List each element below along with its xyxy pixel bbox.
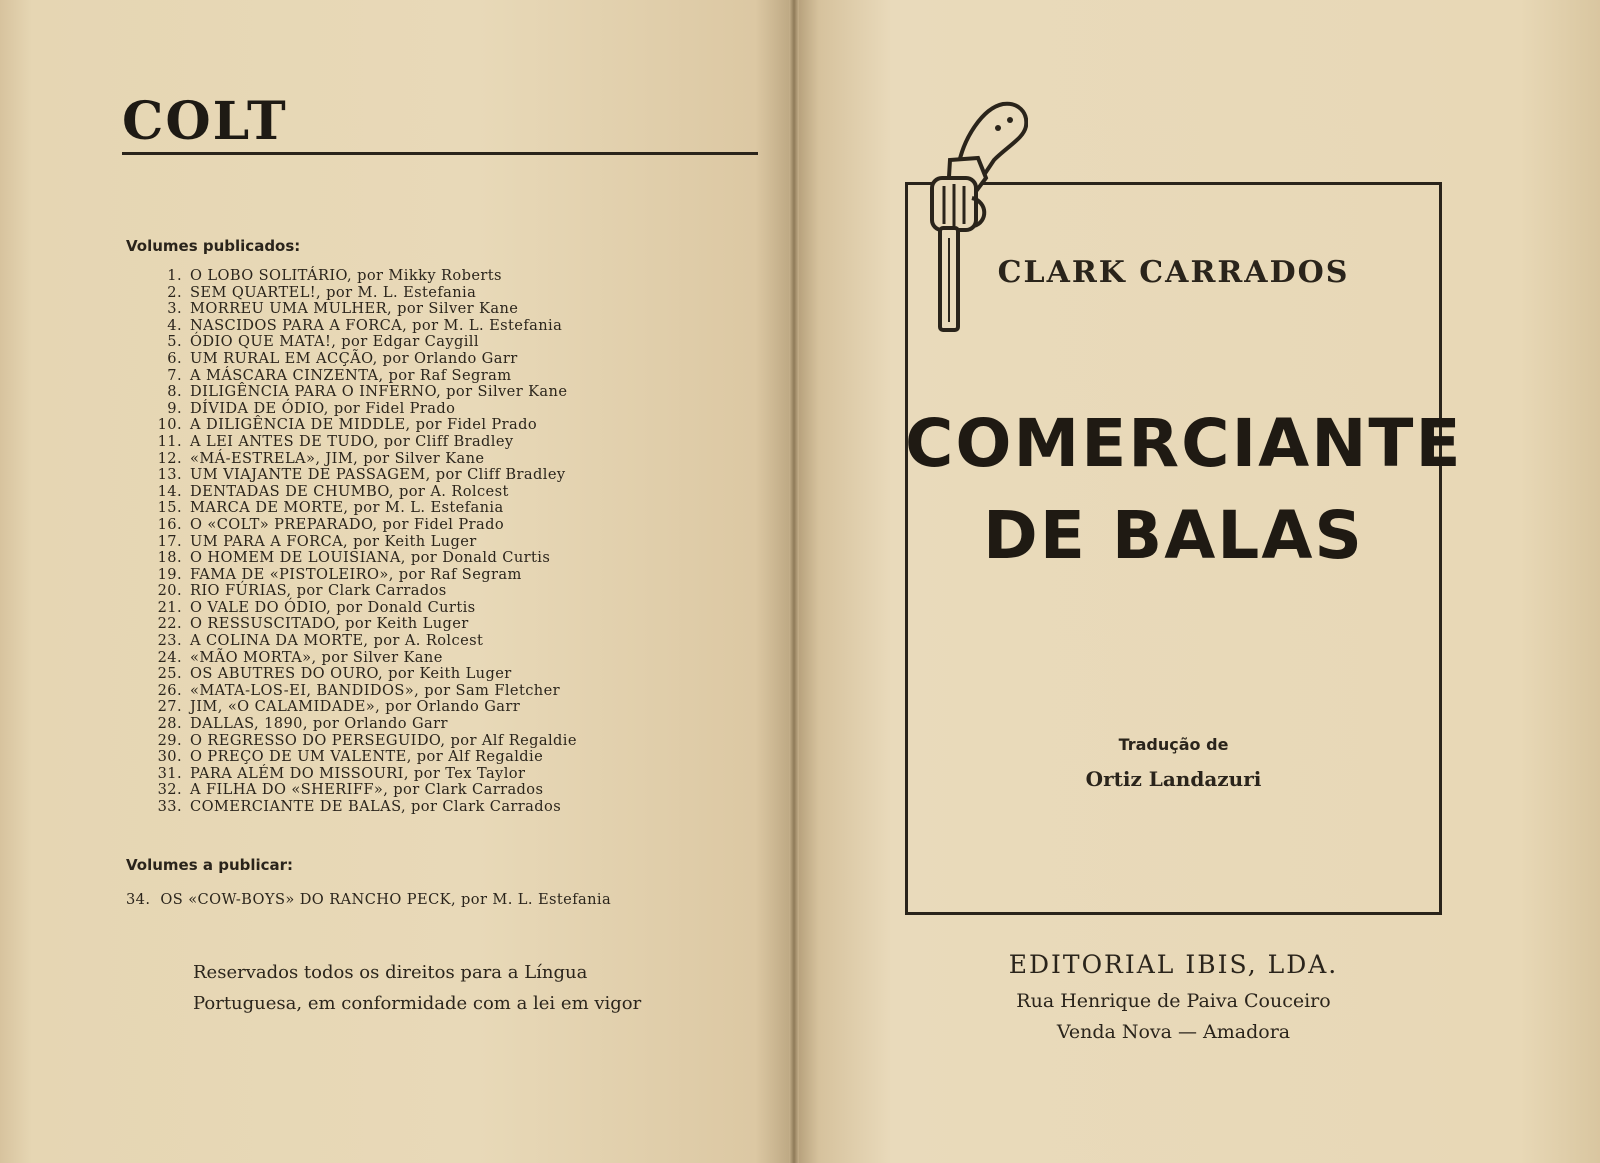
volume-title: UM RURAL EM ACÇÃO, por Orlando Garr <box>190 349 518 367</box>
volume-item <box>150 749 770 766</box>
copyright-line: Reservados todos os direitos para a Língua <box>193 962 588 983</box>
author-name: CLARK CARRADOS <box>997 255 1350 290</box>
volume-item <box>150 434 770 451</box>
volume-item <box>150 650 770 667</box>
volume-title: MARCA DE MORTE, por M. L. Estefania <box>190 499 504 517</box>
volume-number: 24. <box>157 648 182 666</box>
volume-item <box>150 616 770 633</box>
publisher-name: EDITORIAL IBIS, LDA. <box>1008 950 1339 979</box>
volume-number: 10. <box>157 416 182 434</box>
revolver-icon <box>928 98 1028 338</box>
copyright-line: Portuguesa, em conformidade com a lei em vigor <box>193 993 642 1014</box>
volume-title: A COLINA DA MORTE, por A. Rolcest <box>190 632 484 650</box>
volume-number: 31. <box>157 764 182 782</box>
volume-number: 12. <box>157 449 182 467</box>
volume-title: «MÃO MORTA», por Silver Kane <box>190 648 443 666</box>
volume-number: 29. <box>157 731 182 749</box>
volume-item <box>150 683 770 700</box>
book-gutter <box>789 0 799 1163</box>
volume-item <box>150 285 770 302</box>
volume-number: 7. <box>167 366 182 384</box>
volume-item <box>150 318 770 335</box>
volume-title: A LEI ANTES DE TUDO, por Cliff Bradley <box>190 432 514 450</box>
volume-title: «MATA-LOS-EI, BANDIDOS», por Sam Fletcher <box>190 681 560 699</box>
volume-number: 25. <box>157 665 182 683</box>
volume-title: O «COLT» PREPARADO, por Fidel Prado <box>190 515 505 533</box>
volume-item <box>150 666 770 683</box>
volume-number: 28. <box>157 715 182 733</box>
volume-item <box>150 401 770 418</box>
colt-logo: COLT <box>122 91 288 152</box>
volume-title: DALLAS, 1890, por Orlando Garr <box>190 715 448 733</box>
volume-item <box>150 351 770 368</box>
volume-title: UM VIAJANTE DE PASSAGEM, por Cliff Bradley <box>190 466 566 484</box>
volume-title: O LOBO SOLITÁRIO, por Mikky Roberts <box>190 267 502 284</box>
volume-number: 32. <box>157 781 182 799</box>
upcoming-volume-item <box>126 891 611 908</box>
volume-number: 8. <box>167 383 182 401</box>
publisher-address-line: Venda Nova — Amadora <box>1056 1021 1291 1043</box>
volume-title: COMERCIANTE DE BALAS, por Clark Carrados <box>190 798 562 815</box>
published-volumes-list <box>150 268 770 816</box>
volume-title: DILIGÊNCIA PARA O INFERNO, por Silver Kane <box>190 383 568 401</box>
volume-number: 1. <box>167 267 182 284</box>
volume-number: 5. <box>167 333 182 351</box>
volume-number: 17. <box>157 532 182 550</box>
volume-item <box>150 334 770 351</box>
volume-item <box>150 534 770 551</box>
volume-number: 6. <box>167 349 182 367</box>
volume-title: O PREÇO DE UM VALENTE, por Alf Regaldie <box>190 748 544 766</box>
volume-number: 22. <box>157 615 182 633</box>
volume-title: FAMA DE «PISTOLEIRO», por Raf Segram <box>190 565 522 583</box>
volume-title: RIO FÚRIAS, por Clark Carrados <box>190 582 447 600</box>
volume-item <box>150 301 770 318</box>
volume-item <box>150 268 770 285</box>
volume-title: A DILIGÊNCIA DE MIDDLE, por Fidel Prado <box>190 416 538 434</box>
volume-number: 26. <box>157 681 182 699</box>
upcoming-volumes-heading: Volumes a publicar: <box>126 856 294 874</box>
volume-number: 21. <box>157 598 182 616</box>
volume-number: 34. <box>126 891 151 908</box>
translation-label: Tradução de <box>1118 735 1229 754</box>
volume-item <box>150 517 770 534</box>
volume-item <box>150 699 770 716</box>
published-volumes-heading: Volumes publicados: <box>126 237 301 255</box>
volume-title: A MÁSCARA CINZENTA, por Raf Segram <box>190 366 512 384</box>
volume-number: 4. <box>167 316 182 334</box>
volume-item <box>150 567 770 584</box>
volume-title: JIM, «O CALAMIDADE», por Orlando Garr <box>190 698 521 716</box>
volume-number: 3. <box>167 300 182 318</box>
volume-title: MORREU UMA MULHER, por Silver Kane <box>190 300 519 318</box>
volume-item <box>150 384 770 401</box>
volume-title: UM PARA A FORCA, por Keith Luger <box>190 532 477 550</box>
volume-number: 20. <box>157 582 182 600</box>
volume-title: DÍVIDA DE ÓDIO, por Fidel Prado <box>190 399 456 417</box>
volume-number: 2. <box>167 283 182 301</box>
volume-title: PARA ALÉM DO MISSOURI, por Tex Taylor <box>190 764 526 782</box>
volume-title: NASCIDOS PARA A FORCA, por M. L. Estefania <box>190 316 563 334</box>
volume-title: DENTADAS DE CHUMBO, por A. Rolcest <box>190 482 509 500</box>
volume-item <box>150 600 770 617</box>
volume-number: 15. <box>157 499 182 517</box>
book-title-line: DE BALAS <box>983 497 1364 574</box>
volume-number: 9. <box>167 399 182 417</box>
volume-number: 18. <box>157 549 182 567</box>
translator-name: Ortiz Landazuri <box>1085 767 1262 791</box>
volume-number: 11. <box>157 432 182 450</box>
copyright-notice <box>193 957 713 1019</box>
volume-number: 23. <box>157 632 182 650</box>
volume-item <box>150 782 770 799</box>
book-title-line: COMERCIANTE <box>905 405 1463 482</box>
volume-item <box>150 799 770 816</box>
volume-item <box>150 633 770 650</box>
volume-title: O HOMEM DE LOUISIANA, por Donald Curtis <box>190 549 551 567</box>
volume-item <box>150 368 770 385</box>
volume-item <box>150 417 770 434</box>
volume-title: O REGRESSO DO PERSEGUIDO, por Alf Regaldie <box>190 731 577 749</box>
volume-number: 30. <box>157 748 182 766</box>
volume-item <box>150 716 770 733</box>
volume-title: O RESSUSCITADO, por Keith Luger <box>190 615 469 633</box>
volume-item <box>150 500 770 517</box>
volume-item <box>150 451 770 468</box>
volume-item <box>150 467 770 484</box>
volume-title: O VALE DO ÓDIO, por Donald Curtis <box>190 598 476 616</box>
volume-title: SEM QUARTEL!, por M. L. Estefania <box>190 283 477 301</box>
volume-item <box>150 733 770 750</box>
volume-number: 16. <box>157 515 182 533</box>
volume-item <box>150 766 770 783</box>
book-title <box>905 398 1463 582</box>
volume-number: 13. <box>157 466 182 484</box>
volume-title: OS ABUTRES DO OURO, por Keith Luger <box>190 665 512 683</box>
volume-number: 33. <box>157 798 182 815</box>
volume-number: 14. <box>157 482 182 500</box>
logo-rule <box>122 152 758 155</box>
volume-number: 19. <box>157 565 182 583</box>
volume-item <box>150 550 770 567</box>
volume-title: A FILHA DO «SHERIFF», por Clark Carrados <box>190 781 544 799</box>
volume-item <box>150 583 770 600</box>
volume-item <box>150 484 770 501</box>
volume-title: OS «COW-BOYS» DO RANCHO PECK, por M. L. Estefania <box>160 891 612 908</box>
volume-number: 27. <box>157 698 182 716</box>
volume-title: ÓDIO QUE MATA!, por Edgar Caygill <box>190 333 479 351</box>
volume-title: «MÁ-ESTRELA», JIM, por Silver Kane <box>190 449 485 467</box>
publisher-address-line: Rua Henrique de Paiva Couceiro <box>1016 990 1331 1012</box>
